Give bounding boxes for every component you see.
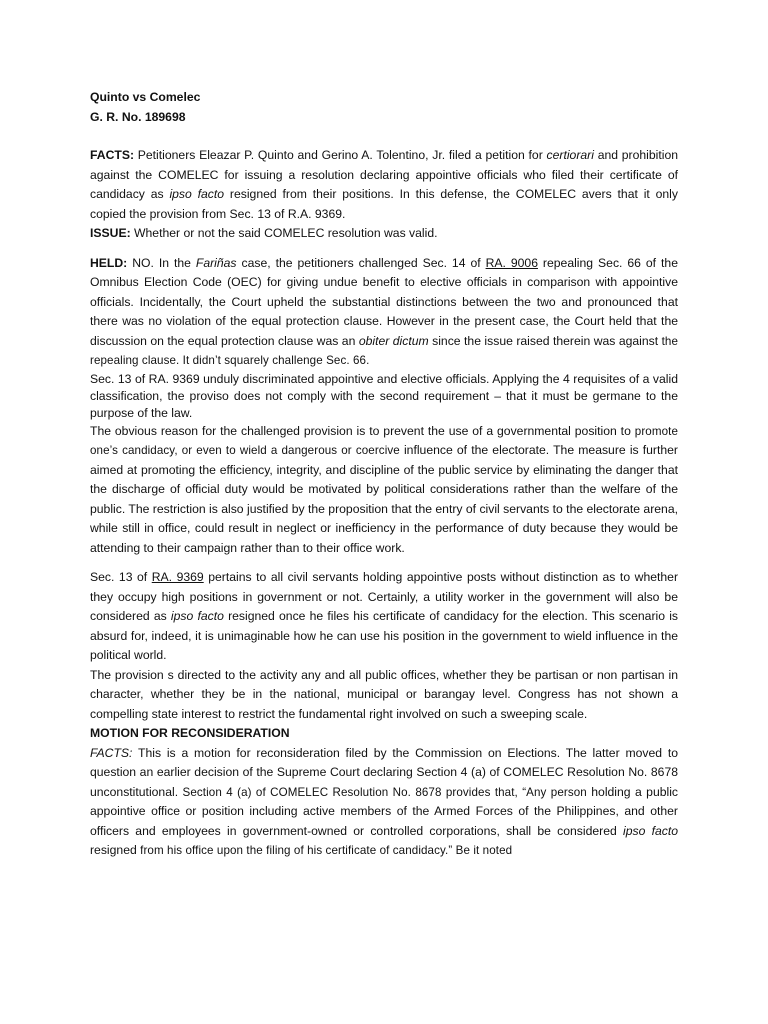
facts-paragraph: [90, 146, 678, 224]
obvious-text-3: influence of the electorate. The measure is further aimed at promoting the efficiency, integrity, and discipline of the public service by eliminating the danger that the discharge of official duty would be motivated by political considerations rather than the welfare of the public. The restriction is also justified by the proposition that the entry of civil servants to the electorate arena, while still in office, could result in neglect or inefficiency in the performance of duty because they would be attending to their campaign rather than to their office work.: [90, 443, 678, 555]
motion-italic-ipso-facto: ipso facto: [623, 823, 679, 838]
motion-facts-label: FACTS:: [90, 745, 133, 760]
held-paragraph: [90, 254, 678, 371]
case-title: Quinto vs Comelec: [90, 90, 201, 104]
held-text-5: the repealing clause. It didn’t squarely challenge Sec. 66.: [90, 334, 678, 367]
obvious-text-1: The obvious reason for the challenged provision is to prevent the use of a governmental position to: [90, 423, 635, 438]
held-italic-obiter-dictum: obiter dictum: [358, 333, 429, 348]
held-text-1: NO. In the: [127, 255, 196, 270]
obvious-reason-paragraph: [90, 422, 678, 559]
motion-heading: MOTION FOR RECONSIDERATION: [90, 726, 290, 740]
facts-text-2: and prohibition against the COMELEC for issuing a resolution declaring appointive officials who filed their certificate of candidacy as: [90, 148, 679, 201]
pertains-text-2: pertains to all civil servants holding appointive posts without distinction as to whether they occupy high positions in government or not. Certainly, a utility worker in the government will also be considered as: [90, 570, 678, 623]
case-gr-number: G. R. No. 189698: [90, 109, 186, 124]
facts-italic-certiorari: certiorari: [546, 148, 594, 162]
held-underlined-ra9006: RA. 9006: [485, 255, 538, 270]
provision-paragraph: The provision s directed to the activity any and all public offices, whether they be partisan or non partisan in character, whether they be in the national, municipal or barangay level. Congress has not shown a compelling state interest to restrict the fundamental right involved on such a sweeping scale.: [90, 667, 678, 721]
obvious-text-2: promote one’s candidacy, or even to wield a dangerous or coercive: [90, 424, 678, 457]
issue-paragraph: [90, 224, 678, 244]
facts-label: FACTS:: [90, 148, 135, 162]
issue-label: ISSUE:: [90, 226, 131, 240]
pertains-paragraph: [90, 568, 678, 666]
facts-italic-ipso-facto: ipso facto: [169, 187, 225, 201]
pertains-italic-ipso-facto: ipso facto: [170, 609, 224, 623]
sec13-paragraph: Sec. 13 of RA. 9369 unduly discriminated appointive and elective officials. Applying the 4 requisites of a valid classification, the proviso does not comply with the second requirement – that it must be germane to the purpose of the law.: [90, 371, 678, 420]
held-label: HELD:: [90, 255, 128, 270]
motion-text-1: This is a motion for reconsideration filed by the Commission on Elections. The latter moved to question an earlier decision of the Supreme Court declaring Section 4 (a) of COMELEC Resolution No. 8678 unconstitutional.: [90, 745, 678, 799]
facts-text-3: resigned from their positions. In this defense, the COMELEC avers that it only copied the provision from Sec. 13 of R.A. 9369.: [90, 187, 678, 221]
issue-text: Whether or not the said COMELEC resolution was valid.: [130, 226, 438, 240]
motion-text-5: from his office upon the filing of his certificate of candidacy.” Be it noted: [140, 844, 513, 857]
pertains-text-1: Sec. 13 of: [90, 570, 152, 584]
document-page: [90, 88, 678, 861]
motion-text-3: holding a public appointive office or position including active members of the Armed Forces of the Philippines, and other officers and employees in government-owned or controlled corporations, shall be considered: [90, 784, 679, 838]
held-text-4: since the issue raised therein was against: [428, 333, 662, 348]
motion-text-2: Section 4 (a) of COMELEC Resolution No. 8678 provides that, “Any person: [182, 785, 587, 799]
held-text-2: case, the petitioners challenged Sec. 14 of: [236, 255, 486, 270]
pertains-underlined-ra9369: RA. 9369: [151, 570, 204, 584]
motion-facts-paragraph: [90, 744, 678, 861]
held-text-3: repealing Sec. 66 of the Omnibus Election Code (OEC) for giving undue benefit to elective officials in comparison with appointive officials. Incidentally, the Court upheld the substantial distinctions between the two and pronounced that there was no violation of the equal protection clause. However in the present case, the Court held that the discussion on the equal protection clause was an: [90, 255, 678, 348]
motion-text-4: resigned: [90, 843, 141, 857]
facts-text-1: Petitioners Eleazar P. Quinto and Gerino A. Tolentino, Jr. filed a petition for: [134, 148, 547, 162]
held-italic-farinas: Fariñas: [195, 255, 237, 270]
pertains-text-3: resigned once he files his certificate of candidacy for the election. This scenario is absurd for, indeed, it is unimaginable how he can use his position in the government to wield influence in the political world.: [90, 609, 678, 662]
